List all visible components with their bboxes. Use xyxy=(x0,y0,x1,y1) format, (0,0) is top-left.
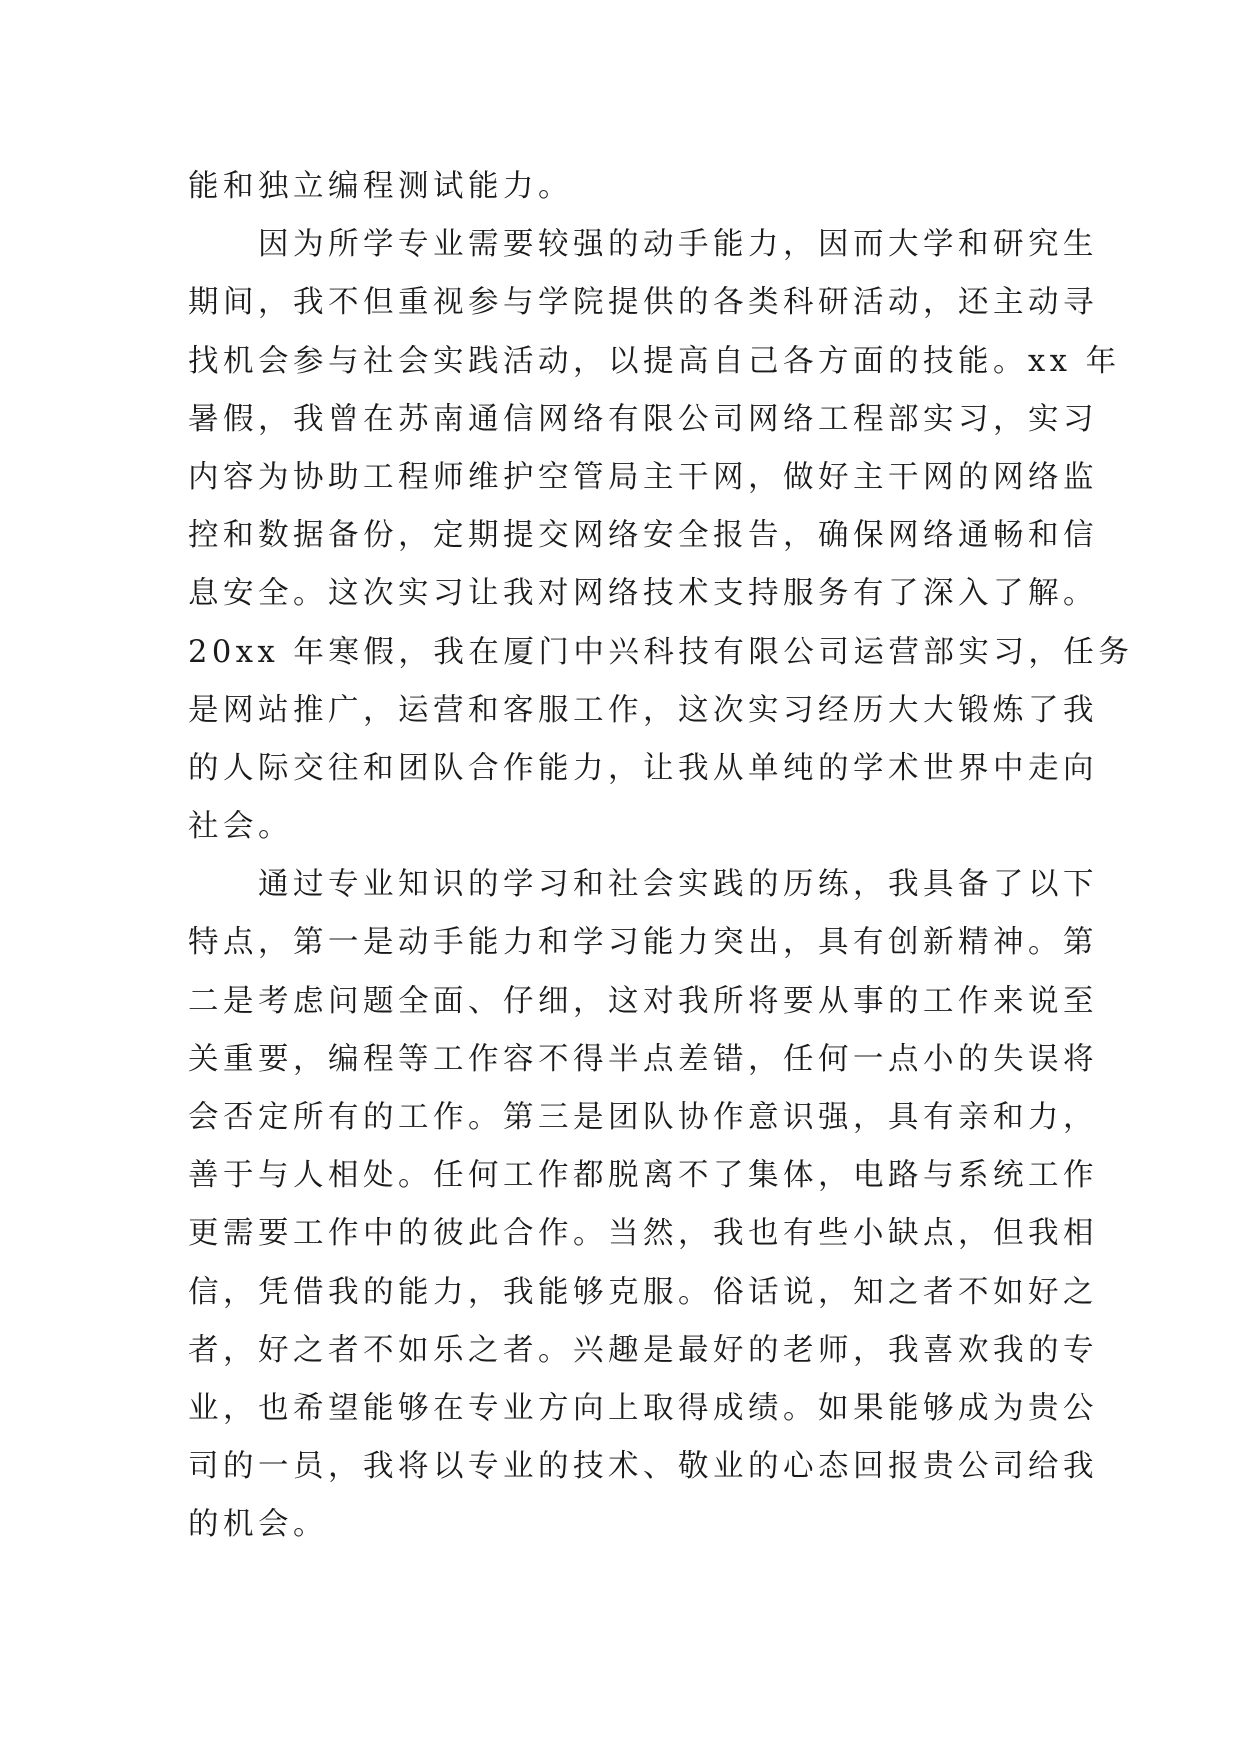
text-line: 的人际交往和团队合作能力，让我从单纯的学术世界中走向 xyxy=(188,750,1098,786)
text-line: 信，凭借我的能力，我能够克服。俗话说，知之者不如好之 xyxy=(188,1274,1098,1310)
text-line: 二是考虑问题全面、仔细，这对我所将要从事的工作来说至 xyxy=(188,983,1098,1019)
text-line: 司的一员，我将以专业的技术、敬业的心态回报贵公司给我 xyxy=(188,1449,1098,1485)
text-line: 社会。 xyxy=(188,809,293,845)
text-line: 息安全。这次实习让我对网络技术支持服务有了深入了解。 xyxy=(188,576,1098,612)
paragraph-3 xyxy=(188,856,1098,1554)
text-line: 能和独立编程测试能力。 xyxy=(188,169,573,204)
text-line: 找机会参与社会实践活动，以提高自己各方面的技能。xx 年 xyxy=(188,343,1121,379)
text-line: 因为所学专业需要较强的动手能力，因而大学和研究生 xyxy=(258,227,1098,263)
text-line: 会否定所有的工作。第三是团队协作意识强，具有亲和力， xyxy=(188,1100,1098,1135)
text-line: 是网站推广，运营和客服工作，这次实习经历大大锻炼了我 xyxy=(188,692,1098,728)
text-line: 的机会。 xyxy=(188,1507,328,1543)
body-text xyxy=(188,158,1134,1555)
text-line: 通过专业知识的学习和社会实践的历练，我具备了以下 xyxy=(258,867,1098,903)
text-line: 者，好之者不如乐之者。兴趣是最好的老师，我喜欢我的专 xyxy=(188,1332,1098,1368)
text-line: 期间，我不但重视参与学院提供的各类科研活动，还主动寻 xyxy=(188,285,1098,321)
text-line: 内容为协助工程师维护空管局主干网，做好主干网的网络监 xyxy=(188,459,1098,495)
text-line: 暑假，我曾在苏南通信网络有限公司网络工程部实习，实习 xyxy=(188,401,1098,437)
text-line: 更需要工作中的彼此合作。当然，我也有些小缺点，但我相 xyxy=(188,1216,1098,1252)
paragraph-2 xyxy=(188,216,1134,856)
text-line: 关重要，编程等工作容不得半点差错，任何一点小的失误将 xyxy=(188,1041,1098,1077)
text-line: 业，也希望能够在专业方向上取得成绩。如果能够成为贵公 xyxy=(188,1390,1098,1426)
text-line: 控和数据备份，定期提交网络安全报告，确保网络通畅和信 xyxy=(188,518,1098,554)
text-line: 20xx 年寒假，我在厦门中兴科技有限公司运营部实习，任务 xyxy=(188,634,1134,670)
paragraph-1 xyxy=(188,158,1068,216)
text-line: 善于与人相处。任何工作都脱离不了集体，电路与系统工作 xyxy=(188,1158,1098,1194)
text-line: 特点，第一是动手能力和学习能力突出，具有创新精神。第 xyxy=(188,925,1098,961)
